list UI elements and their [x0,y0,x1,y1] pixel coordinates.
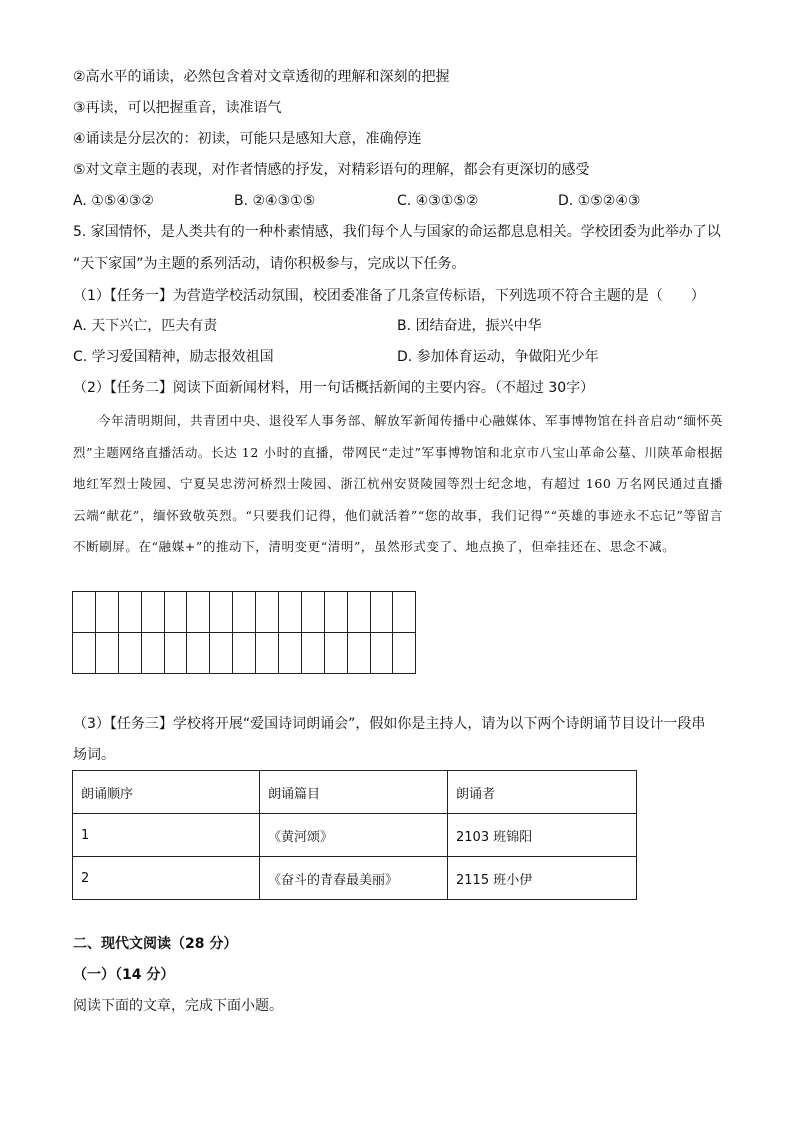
q4-option-d: D. ①⑤②④③ [558,193,641,209]
grid-cell[interactable] [187,633,210,674]
q4-option-c: C. ④③①⑤② [397,193,479,209]
grid-cell[interactable] [233,592,256,633]
task1-option-a: A. 天下兴亡，匹夫有责 [73,318,218,334]
grid-cell[interactable] [118,592,141,633]
grid-cell[interactable] [233,633,256,674]
grid-cell[interactable] [118,633,141,674]
row2-order: 2 [73,857,260,900]
task1-option-b: B. 团结奋进，振兴中华 [397,318,542,334]
news-passage: 今年清明期间，共青团中央、退役军人事务部、解放军新闻传播中心融媒体、军事博物馆在抖音启动“缅怀英烈”主题网络直播活动。长达 12 小时的直播，带网民“走过”军事博物馆和北京市八宝山革命公墓、川陕革命根据地红军烈士陵园、宁夏吴忠涝河桥烈士陵园、浙江杭州安贤陵园等烈士纪念地，有超过 160 万名网民通过直播云端“献花”，缅怀致敬英烈。“只要我们记得，他们就活着”“您的故事，我们记得”“英雄的事迹永不忘记”等留言不断刷屏。在“融媒+”的推动下，清明变更“清明”，虽然形式变了、地点换了，但牵挂还在、思念不减。 [73,413,723,554]
grid-cell[interactable] [210,592,233,633]
task3-line-1: （3）【任务三】学校将开展“爱国诗词朗诵会”，假如你是主持人，请为以下两个诗朗诵节目设计一段串 [73,716,706,732]
task1-option-c: C. 学习爱国精神，励志报效祖国 [73,349,274,365]
grid-cell[interactable] [141,592,164,633]
header-order: 朗诵顺序 [73,771,260,814]
q4-option-b: B. ②④③①⑤ [234,193,316,209]
grid-cell[interactable] [393,633,416,674]
grid-cell[interactable] [370,592,393,633]
statement-3: ③再读，可以把握重音，读准语气 [73,100,282,116]
grid-cell[interactable] [347,592,370,633]
statement-5: ⑤对文章主题的表现，对作者情感的抒发，对精彩语句的理解，都会有更深切的感受 [73,162,590,178]
grid-cell[interactable] [324,592,347,633]
grid-row [73,592,416,633]
task3-line-2: 场词。 [73,747,115,763]
grid-cell[interactable] [73,592,96,633]
grid-cell[interactable] [279,633,302,674]
grid-row [73,633,416,674]
header-title: 朗诵篇目 [260,771,448,814]
grid-cell[interactable] [393,592,416,633]
table-row [73,857,637,900]
task2-question: （2）【任务二】阅读下面新闻材料，用一句话概括新闻的主要内容。（不超过 30字） [73,380,595,396]
statement-2: ②高水平的诵读，必然包含着对文章透彻的理解和深刻的把握 [73,69,450,85]
grid-cell[interactable] [73,633,96,674]
row1-title: 《黄河颂》 [260,814,448,857]
task1-option-d: D. 参加体育运动，争做阳光少年 [397,349,599,365]
grid-cell[interactable] [164,592,187,633]
row1-reciter: 2103 班锦阳 [448,814,637,857]
grid-cell[interactable] [256,633,279,674]
section-title: 二、现代文阅读（28 分） [73,936,238,952]
grid-cell[interactable] [347,633,370,674]
answer-grid[interactable] [72,591,416,674]
grid-cell[interactable] [95,633,118,674]
program-table [72,770,637,900]
subsection-title: （一）（14 分） [73,967,175,983]
table-row [73,814,637,857]
grid-cell[interactable] [256,592,279,633]
task1-question: （1）【任务一】为营造学校活动氛围，校团委准备了几条宣传标语，下列选项不符合主题的是（ ） [73,288,705,304]
grid-cell[interactable] [141,633,164,674]
row2-reciter: 2115 班小伊 [448,857,637,900]
q5-intro-line-1: 5. 家国情怀，是人类共有的一种朴素情感，我们每个人与国家的命运都息息相关。学校团委为此举办了以 [73,224,721,240]
grid-cell[interactable] [210,633,233,674]
grid-cell[interactable] [187,592,210,633]
grid-cell[interactable] [324,633,347,674]
grid-cell[interactable] [301,592,324,633]
program-table-header [73,771,637,814]
grid-cell[interactable] [279,592,302,633]
statement-4: ④诵读是分层次的：初读，可能只是感知大意，准确停连 [73,131,422,147]
q5-intro-line-2: “天下家国”为主题的系列活动，请你积极参与，完成以下任务。 [73,256,466,272]
row1-order: 1 [73,814,260,857]
header-reciter: 朗诵者 [448,771,637,814]
grid-cell[interactable] [164,633,187,674]
reading-instruction: 阅读下面的文章，完成下面小题。 [73,998,283,1014]
grid-cell[interactable] [301,633,324,674]
q4-option-a: A. ①⑤④③② [73,193,154,209]
grid-cell[interactable] [370,633,393,674]
row2-title: 《奋斗的青春最美丽》 [260,857,448,900]
grid-cell[interactable] [95,592,118,633]
